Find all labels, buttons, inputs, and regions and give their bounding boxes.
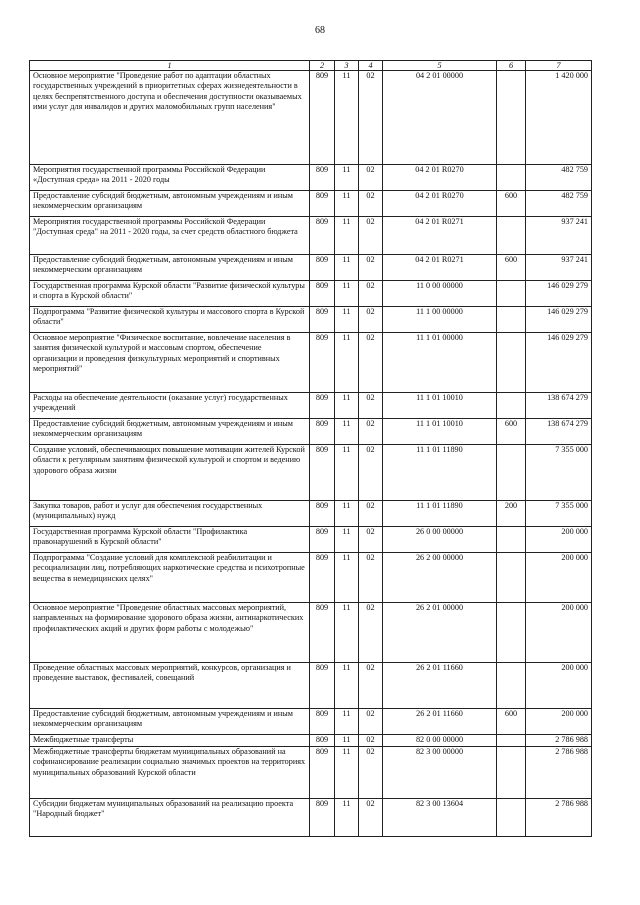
cell-col-6: 200: [497, 501, 526, 527]
cell-col-3: 11: [335, 71, 359, 165]
cell-col-3: 11: [335, 553, 359, 603]
cell-col-4: 02: [359, 191, 383, 217]
cell-col-7: 138 674 279: [526, 419, 592, 445]
cell-col-7: 200 000: [526, 603, 592, 663]
cell-col-3: 11: [335, 527, 359, 553]
cell-col-3: 11: [335, 393, 359, 419]
cell-col-5: 26 2 01 00000: [383, 603, 497, 663]
cell-col-6: [497, 747, 526, 799]
cell-col-6: 600: [497, 419, 526, 445]
cell-col-4: 02: [359, 71, 383, 165]
cell-col-2: 809: [310, 393, 335, 419]
cell-col-7: 200 000: [526, 709, 592, 735]
cell-col-7: 2 786 988: [526, 799, 592, 837]
column-header: 5: [383, 61, 497, 71]
cell-col-4: 02: [359, 217, 383, 255]
table-row: [30, 71, 592, 165]
cell-col-3: 11: [335, 165, 359, 191]
cell-description: Подпрограмма "Создание условий для комплексной реабилитации и ресоциализации лиц, потребляющих наркотические средства и психотропные вещества в немедицинских целях": [30, 553, 310, 603]
cell-col-7: 200 000: [526, 553, 592, 603]
cell-col-6: 600: [497, 255, 526, 281]
cell-col-2: 809: [310, 419, 335, 445]
cell-col-2: 809: [310, 191, 335, 217]
cell-col-7: 7 355 000: [526, 501, 592, 527]
column-header: 1: [30, 61, 310, 71]
table-row: [30, 217, 592, 255]
cell-col-7: 2 786 988: [526, 747, 592, 799]
cell-col-2: 809: [310, 603, 335, 663]
cell-col-7: 937 241: [526, 217, 592, 255]
cell-col-3: 11: [335, 307, 359, 333]
cell-col-2: 809: [310, 333, 335, 393]
table-row: [30, 735, 592, 747]
cell-col-4: 02: [359, 393, 383, 419]
cell-col-2: 809: [310, 527, 335, 553]
cell-col-7: 2 786 988: [526, 735, 592, 747]
cell-col-4: 02: [359, 307, 383, 333]
table-row: [30, 307, 592, 333]
cell-col-3: 11: [335, 735, 359, 747]
table-row: [30, 419, 592, 445]
cell-col-2: 809: [310, 799, 335, 837]
cell-col-4: 02: [359, 799, 383, 837]
cell-col-5: 04 2 01 R0270: [383, 165, 497, 191]
cell-col-6: [497, 71, 526, 165]
cell-description: Создание условий, обеспечивающих повышение мотивации жителей Курской области к регулярным занятиям физической культурой и спортом и ведению здорового образа жизни: [30, 445, 310, 501]
cell-col-3: 11: [335, 663, 359, 709]
cell-col-3: 11: [335, 501, 359, 527]
cell-description: Субсидии бюджетам муниципальных образований на реализацию проекта "Народный бюджет": [30, 799, 310, 837]
cell-col-2: 809: [310, 445, 335, 501]
cell-col-3: 11: [335, 217, 359, 255]
cell-description: Основное мероприятие "Проведение работ по адаптации областных государственных учреждений в приоритетных сферах жизнедеятельности в целях беспрепятственного доступа и обеспечения доступности оказываемых ими услуг для инвалидов и других маломобильных групп населения": [30, 71, 310, 165]
cell-description: Мероприятия государственной программы Российской Федерации «Доступная среда» на 2011 - 2020 годы: [30, 165, 310, 191]
cell-description: Государственная программа Курской области "Профилактика правонарушений в Курской области": [30, 527, 310, 553]
cell-col-6: [497, 527, 526, 553]
cell-col-4: 02: [359, 501, 383, 527]
cell-col-2: 809: [310, 553, 335, 603]
cell-col-4: 02: [359, 255, 383, 281]
cell-description: Предоставление субсидий бюджетным, автономным учреждениям и иным некоммерческим организациям: [30, 191, 310, 217]
cell-col-7: 482 759: [526, 191, 592, 217]
cell-col-5: 11 1 00 00000: [383, 307, 497, 333]
cell-col-2: 809: [310, 255, 335, 281]
cell-col-6: [497, 393, 526, 419]
cell-description: Закупка товаров, работ и услуг для обеспечения государственных (муниципальных) нужд: [30, 501, 310, 527]
cell-col-7: 146 029 279: [526, 307, 592, 333]
cell-description: Предоставление субсидий бюджетным, автономным учреждениям и иным некоммерческим организациям: [30, 709, 310, 735]
cell-col-6: [497, 663, 526, 709]
cell-col-6: [497, 333, 526, 393]
cell-col-2: 809: [310, 747, 335, 799]
cell-col-2: 809: [310, 71, 335, 165]
cell-col-3: 11: [335, 281, 359, 307]
cell-col-7: 482 759: [526, 165, 592, 191]
cell-col-2: 809: [310, 281, 335, 307]
page-number: 68: [315, 25, 325, 36]
table-row: [30, 333, 592, 393]
cell-col-4: 02: [359, 663, 383, 709]
table-header-row: [30, 61, 592, 71]
table-row: [30, 663, 592, 709]
cell-description: Расходы на обеспечение деятельности (оказание услуг) государственных учреждений: [30, 393, 310, 419]
cell-col-3: 11: [335, 255, 359, 281]
cell-col-4: 02: [359, 333, 383, 393]
cell-description: Предоставление субсидий бюджетным, автономным учреждениям и иным некоммерческим организациям: [30, 419, 310, 445]
cell-col-2: 809: [310, 217, 335, 255]
column-header: 4: [359, 61, 383, 71]
cell-col-3: 11: [335, 799, 359, 837]
table-body: [30, 71, 592, 837]
cell-col-4: 02: [359, 709, 383, 735]
cell-col-7: 1 420 000: [526, 71, 592, 165]
cell-col-5: 11 1 01 10010: [383, 419, 497, 445]
cell-col-5: 26 2 01 11660: [383, 709, 497, 735]
cell-col-2: 809: [310, 709, 335, 735]
cell-col-2: 809: [310, 165, 335, 191]
cell-col-5: 26 2 00 00000: [383, 553, 497, 603]
cell-col-4: 02: [359, 281, 383, 307]
cell-col-6: [497, 735, 526, 747]
cell-col-7: 138 674 279: [526, 393, 592, 419]
cell-col-5: 04 2 01 R0271: [383, 255, 497, 281]
cell-col-4: 02: [359, 165, 383, 191]
cell-description: Основное мероприятие "Физическое воспитание, вовлечение населения в занятия физической культурой и массовым спортом, обеспечение организации и проведения физкультурных мероприятий и спортивных мероприятий": [30, 333, 310, 393]
cell-description: Проведение областных массовых мероприятий, конкурсов, организация и проведение выставок, фестивалей, совещаний: [30, 663, 310, 709]
cell-col-5: 82 3 00 00000: [383, 747, 497, 799]
cell-col-6: 600: [497, 709, 526, 735]
cell-description: Основное мероприятие "Проведение областных массовых мероприятий, направленных на формирование здорового образа жизни, антинаркотических профилактических акций и других форм работы с молодежью": [30, 603, 310, 663]
cell-col-6: [497, 445, 526, 501]
cell-col-6: [497, 217, 526, 255]
cell-col-7: 937 241: [526, 255, 592, 281]
cell-col-2: 809: [310, 663, 335, 709]
column-header: 6: [497, 61, 526, 71]
cell-description: Государственная программа Курской области "Развитие физической культуры и спорта в Курской области": [30, 281, 310, 307]
cell-col-2: 809: [310, 307, 335, 333]
table-row: [30, 191, 592, 217]
table-row: [30, 255, 592, 281]
cell-col-3: 11: [335, 445, 359, 501]
cell-col-4: 02: [359, 603, 383, 663]
cell-col-6: [497, 799, 526, 837]
cell-col-4: 02: [359, 527, 383, 553]
table-row: [30, 501, 592, 527]
column-header: 3: [335, 61, 359, 71]
cell-description: Межбюджетные трансферты: [30, 735, 310, 747]
cell-col-6: 600: [497, 191, 526, 217]
cell-col-2: 809: [310, 501, 335, 527]
cell-col-7: 200 000: [526, 527, 592, 553]
table-row: [30, 165, 592, 191]
cell-col-5: 11 0 00 00000: [383, 281, 497, 307]
cell-col-5: 11 1 01 11890: [383, 445, 497, 501]
cell-col-4: 02: [359, 419, 383, 445]
table-row: [30, 393, 592, 419]
cell-col-3: 11: [335, 709, 359, 735]
cell-col-3: 11: [335, 747, 359, 799]
cell-col-5: 04 2 01 R0271: [383, 217, 497, 255]
cell-col-3: 11: [335, 191, 359, 217]
cell-col-5: 11 1 01 10010: [383, 393, 497, 419]
cell-col-5: 26 2 01 11660: [383, 663, 497, 709]
cell-col-4: 02: [359, 553, 383, 603]
cell-col-6: [497, 165, 526, 191]
cell-col-7: 7 355 000: [526, 445, 592, 501]
table-row: [30, 799, 592, 837]
cell-col-5: 82 0 00 00000: [383, 735, 497, 747]
cell-col-5: 04 2 01 R0270: [383, 191, 497, 217]
table-row: [30, 709, 592, 735]
cell-col-6: [497, 281, 526, 307]
cell-col-5: 26 0 00 00000: [383, 527, 497, 553]
column-header: 2: [310, 61, 335, 71]
budget-table: [29, 60, 592, 837]
table-row: [30, 445, 592, 501]
table-row: [30, 281, 592, 307]
cell-col-2: 809: [310, 735, 335, 747]
cell-col-7: 146 029 279: [526, 281, 592, 307]
cell-col-7: 146 029 279: [526, 333, 592, 393]
cell-col-4: 02: [359, 735, 383, 747]
cell-col-6: [497, 307, 526, 333]
table-row: [30, 553, 592, 603]
cell-col-3: 11: [335, 419, 359, 445]
cell-description: Подпрограмма "Развитие физической культуры и массового спорта в Курской области": [30, 307, 310, 333]
cell-col-5: 11 1 01 00000: [383, 333, 497, 393]
table-row: [30, 527, 592, 553]
cell-col-7: 200 000: [526, 663, 592, 709]
cell-description: Межбюджетные трансферты бюджетам муниципальных образований на софинансирование реализации социально значимых проектов на территориях муниципальных образований Курской области: [30, 747, 310, 799]
cell-col-3: 11: [335, 333, 359, 393]
cell-col-6: [497, 553, 526, 603]
table-row: [30, 603, 592, 663]
cell-col-6: [497, 603, 526, 663]
cell-description: Мероприятия государственной программы Российской Федерации "Доступная среда" на 2011 - 2020 годы, за счет средств областного бюджета: [30, 217, 310, 255]
cell-col-3: 11: [335, 603, 359, 663]
cell-col-5: 04 2 01 00000: [383, 71, 497, 165]
cell-description: Предоставление субсидий бюджетным, автономным учреждениям и иным некоммерческим организациям: [30, 255, 310, 281]
cell-col-5: 82 3 00 13604: [383, 799, 497, 837]
cell-col-4: 02: [359, 747, 383, 799]
table-row: [30, 747, 592, 799]
cell-col-5: 11 1 01 11890: [383, 501, 497, 527]
column-header: 7: [526, 61, 592, 71]
cell-col-4: 02: [359, 445, 383, 501]
